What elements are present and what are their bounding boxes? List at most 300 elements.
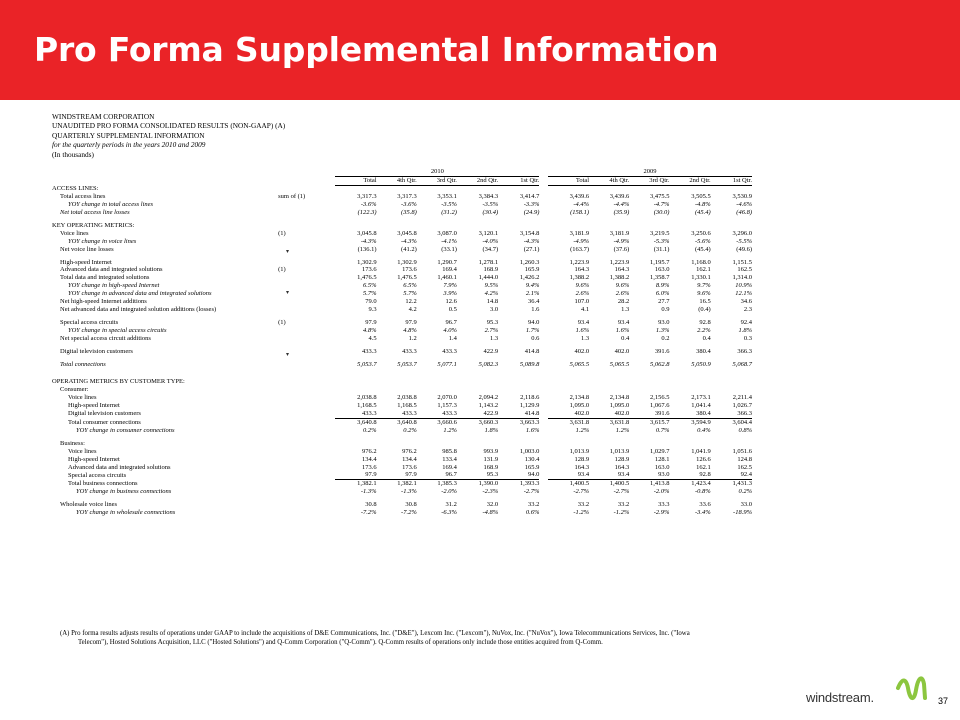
value-cell: 3,045.8 <box>357 229 377 237</box>
year-header: 2010 <box>335 168 539 176</box>
value-cell: -2.0% <box>441 488 457 496</box>
value-cell: 34.6 <box>740 298 752 306</box>
row-note: (1) <box>278 266 286 274</box>
value-cell: 3,475.5 <box>649 193 670 201</box>
value-cell: 3,530.9 <box>732 193 752 201</box>
year-header: 2009 <box>548 168 752 176</box>
value-cell: 93.0 <box>658 318 670 326</box>
value-cell: 1,067.6 <box>649 402 670 410</box>
value-cell: 12.6 <box>445 298 457 306</box>
row-note <box>276 427 335 435</box>
value-cell: 131.9 <box>483 455 499 463</box>
value-cell: 1,302.9 <box>397 258 417 266</box>
value-cell: 2,156.5 <box>649 394 670 402</box>
value-cell: 1.3% <box>655 326 670 334</box>
value-cell: 1,382.1 <box>397 480 417 488</box>
blank-cell <box>539 361 547 369</box>
blank-cell <box>52 168 276 176</box>
value-cell: (163.7) <box>570 245 590 253</box>
value-cell: 9.5% <box>484 282 499 290</box>
value-cell: 28.2 <box>617 298 630 306</box>
value-cell: 12.1% <box>735 290 752 298</box>
value-cell: 164.3 <box>614 463 630 471</box>
row-label: Net high-speed Internet additions <box>60 298 147 306</box>
row-label: Special access circuits <box>60 318 119 326</box>
row-note <box>276 410 335 418</box>
value-cell: 0.9 <box>661 306 670 313</box>
row-note <box>276 402 335 410</box>
row-note <box>276 238 335 246</box>
row-label: OPERATING METRICS BY CUSTOMER TYPE: <box>52 378 185 386</box>
row-label: YOY change in wholesale connections <box>76 509 176 517</box>
blank-cell <box>539 410 547 418</box>
value-cell: -4.6% <box>736 201 752 209</box>
row-note <box>276 456 335 464</box>
blank-cell <box>589 222 629 230</box>
value-cell: -3.3% <box>523 201 540 209</box>
value-cell: 2,118.6 <box>520 394 540 402</box>
value-cell: 6.5% <box>403 282 417 290</box>
table-row <box>52 361 752 369</box>
value-cell: 93.4 <box>617 318 630 326</box>
value-cell: 380.4 <box>696 347 711 355</box>
value-cell: 128.9 <box>614 455 630 463</box>
value-cell: 33.6 <box>699 501 711 509</box>
value-cell: 433.3 <box>335 410 376 418</box>
cursor-mark: ▾ <box>286 249 290 255</box>
value-cell: 391.6 <box>654 347 670 355</box>
value-cell: 2.7% <box>484 326 499 334</box>
value-cell: 134.4 <box>402 455 417 463</box>
value-cell: 10.9% <box>735 282 752 290</box>
value-cell: 433.3 <box>361 347 377 355</box>
value-cell: 3,594.9 <box>691 418 711 426</box>
value-cell: 6.0% <box>655 290 670 298</box>
value-cell: 414.8 <box>524 347 540 355</box>
value-cell: 5,050.9 <box>691 360 711 368</box>
value-cell: 1,431.3 <box>732 480 752 488</box>
value-cell: 1,382.1 <box>357 480 377 488</box>
value-cell: 0.2 <box>661 334 670 342</box>
blank-cell <box>335 386 376 394</box>
value-cell: 6.5% <box>363 282 377 290</box>
value-cell: 168.9 <box>483 266 499 274</box>
value-cell: 2.1% <box>525 290 540 298</box>
value-cell: 1,095.0 <box>609 402 630 410</box>
row-note <box>276 259 335 267</box>
blank-cell <box>457 185 498 193</box>
value-cell: 2.2% <box>697 326 711 334</box>
value-cell: 33.0 <box>740 501 752 509</box>
row-note <box>276 488 335 496</box>
value-cell: 0.7% <box>655 426 670 434</box>
value-cell: 0.4 <box>702 334 711 342</box>
row-label: Net advanced data and integrated solution additions (losses) <box>60 306 217 313</box>
value-cell: -2.7% <box>613 488 630 496</box>
blank-cell <box>377 378 417 386</box>
value-cell: 92.8 <box>699 318 711 326</box>
value-cell: 1.3 <box>580 334 590 342</box>
value-cell: 2.6% <box>615 290 630 298</box>
value-cell: 2,134.8 <box>569 394 590 402</box>
row-label: Special access circuits <box>68 471 127 479</box>
row-note: (1) <box>278 318 286 326</box>
value-cell: 985.8 <box>442 447 457 455</box>
value-cell: 93.4 <box>589 471 629 479</box>
value-cell: 1,393.3 <box>519 480 540 488</box>
value-cell: -1.3% <box>401 488 417 496</box>
value-cell: 169.4 <box>442 463 457 471</box>
value-cell: 402.0 <box>589 410 629 418</box>
blank-cell <box>711 222 752 230</box>
value-cell: -6.3% <box>441 509 457 517</box>
value-cell: 3,631.8 <box>609 418 630 426</box>
value-cell: -5.5% <box>736 237 752 245</box>
value-cell: 1,041.4 <box>691 402 711 410</box>
blank-cell <box>711 386 752 394</box>
column-header: Total <box>335 176 376 185</box>
row-note <box>276 480 335 488</box>
value-cell: -5.3% <box>653 237 670 245</box>
value-cell: 1.2 <box>408 334 417 342</box>
row-label: Total data and integrated solutions <box>60 274 150 282</box>
value-cell: 5,089.8 <box>519 360 540 368</box>
value-cell: 126.6 <box>696 455 711 463</box>
blank-cell <box>539 266 547 274</box>
column-header: 4th Qtr. <box>377 176 417 185</box>
value-cell: 173.6 <box>361 266 377 274</box>
value-cell: 33.2 <box>617 501 630 509</box>
value-cell: 391.6 <box>629 410 669 418</box>
column-header-row <box>52 176 752 185</box>
blank-cell <box>539 319 547 327</box>
value-cell: 1.6% <box>525 426 540 434</box>
table-row <box>52 259 752 267</box>
report-period: for the quarterly periods in the years 2010 and 2009 <box>52 140 206 150</box>
value-cell: 128.9 <box>574 455 590 463</box>
table-row <box>52 185 752 193</box>
value-cell: -2.3% <box>482 488 499 496</box>
value-cell: (122.3) <box>357 209 377 217</box>
blank-cell <box>589 386 629 394</box>
value-cell: 3,250.6 <box>691 229 711 237</box>
value-cell: 1.2% <box>615 426 630 434</box>
blank-cell <box>457 222 498 230</box>
blank-cell <box>548 185 589 193</box>
blank-cell <box>589 440 629 448</box>
value-cell: 976.2 <box>402 447 417 455</box>
value-cell: 97.9 <box>365 318 377 326</box>
value-cell: 0.3 <box>743 334 752 342</box>
value-cell: 5,053.7 <box>397 360 417 368</box>
cursor-mark: ▾ <box>286 352 290 358</box>
blank-cell <box>498 222 539 230</box>
blank-cell <box>539 282 547 290</box>
value-cell: 1,413.8 <box>649 480 670 488</box>
value-cell: 3,631.8 <box>569 418 590 426</box>
logo-wordmark: windstream. <box>806 690 874 705</box>
table-row <box>52 348 752 356</box>
column-header: 1st Qtr. <box>711 176 752 185</box>
value-cell: 97.9 <box>335 471 376 479</box>
blank-cell <box>669 222 710 230</box>
value-cell: 92.4 <box>711 471 752 479</box>
blank-cell <box>539 230 547 238</box>
row-note <box>276 335 335 343</box>
row-note <box>276 306 335 314</box>
row-label: Voice lines <box>68 447 97 455</box>
value-cell: 3,505.5 <box>691 193 711 201</box>
page-number: 37 <box>938 696 949 706</box>
value-cell: 12.2 <box>405 298 417 306</box>
value-cell: -4.8% <box>482 509 499 517</box>
value-cell: 92.8 <box>669 471 710 479</box>
table-row <box>52 427 752 435</box>
value-cell: 33.2 <box>577 501 590 509</box>
value-cell: 3,317.3 <box>397 193 417 201</box>
value-cell: 5,065.5 <box>569 360 590 368</box>
value-cell: 163.0 <box>654 266 670 274</box>
row-label: Net voice line losses <box>60 245 114 253</box>
row-label: Net special access circuit additions <box>60 334 151 342</box>
row-label: Total access lines <box>60 193 106 201</box>
value-cell: (24.9) <box>523 209 540 217</box>
blank-cell <box>539 335 547 343</box>
slide-title: Pro Forma Supplemental Information <box>34 30 719 69</box>
value-cell: -2.7% <box>573 488 590 496</box>
value-cell: 1,051.6 <box>732 447 752 455</box>
column-header: 4th Qtr. <box>589 176 629 185</box>
value-cell: 164.3 <box>574 266 590 274</box>
row-note <box>276 209 335 217</box>
value-cell: 1,151.5 <box>732 258 752 266</box>
row-note <box>276 386 335 394</box>
blank-cell <box>711 440 752 448</box>
blank-cell <box>539 327 547 335</box>
blank-cell <box>335 222 376 230</box>
row-note <box>276 509 335 517</box>
row-label: Total connections <box>60 360 106 368</box>
blank-cell <box>498 386 539 394</box>
value-cell: -3.6% <box>360 201 377 209</box>
table-row <box>52 378 752 386</box>
value-cell: 30.8 <box>365 501 377 509</box>
row-note <box>276 448 335 456</box>
value-cell: 1.6% <box>575 326 590 334</box>
value-cell: 97.9 <box>377 471 417 479</box>
row-label: Advanced data and integrated solutions <box>68 463 171 471</box>
value-cell: 5,068.7 <box>732 360 752 368</box>
value-cell: 1.4 <box>448 334 457 342</box>
value-cell: 95.3 <box>457 471 498 479</box>
table-row <box>52 230 752 238</box>
value-cell: 1,400.5 <box>569 480 590 488</box>
value-cell: 31.2 <box>445 501 457 509</box>
blank-cell <box>539 480 547 488</box>
value-cell: 3,296.0 <box>732 229 752 237</box>
value-cell: 1,013.9 <box>609 447 630 455</box>
value-cell: 1,029.7 <box>649 447 670 455</box>
value-cell: 9.6% <box>697 290 711 298</box>
value-cell: 164.3 <box>614 266 630 274</box>
windstream-swoosh-icon <box>894 670 934 710</box>
footnote-line: Telecom"), Hosted Solutions Acquisition, LLC ("Hosted Solutions") and Q-Comm Corporation ("Q-Comm"). Q-Comm results of operations only include those entities acquired from Q-Comm. <box>78 639 603 647</box>
value-cell: 4.2 <box>408 306 417 313</box>
value-cell: 1,260.3 <box>519 258 540 266</box>
column-header: 1st Qtr. <box>498 176 539 185</box>
value-cell: 9.4% <box>525 282 540 290</box>
table-row <box>52 509 752 517</box>
table-row <box>52 501 752 509</box>
value-cell: 3,640.8 <box>397 418 417 426</box>
blank-cell <box>629 378 669 386</box>
blank-cell <box>548 440 589 448</box>
value-cell: 1,314.0 <box>732 274 752 282</box>
value-cell: 33.3 <box>658 501 670 509</box>
value-cell: 1,290.7 <box>437 258 457 266</box>
blank-cell <box>335 440 376 448</box>
value-cell: 94.0 <box>498 471 539 479</box>
value-cell: 0.2% <box>738 488 752 496</box>
value-cell: 1,223.9 <box>609 258 630 266</box>
value-cell: 1.2% <box>443 426 457 434</box>
row-label: YOY change in business connections <box>76 488 172 496</box>
blank-cell <box>539 201 547 209</box>
blank-cell <box>276 176 335 185</box>
table-row <box>52 298 752 306</box>
value-cell: 14.8 <box>486 298 499 306</box>
value-cell: (27.1) <box>523 245 540 253</box>
report-heading <box>52 112 937 159</box>
value-cell: 128.1 <box>654 455 670 463</box>
row-label: High-speed Internet <box>68 455 120 463</box>
value-cell: 1.6% <box>615 326 630 334</box>
value-cell: 1,390.0 <box>478 480 499 488</box>
value-cell: -7.2% <box>360 509 377 517</box>
blank-cell <box>669 378 710 386</box>
value-cell: 92.4 <box>740 318 752 326</box>
row-label: Voice lines <box>60 229 89 237</box>
value-cell: 993.9 <box>483 447 499 455</box>
value-cell: 0.6 <box>531 334 540 342</box>
value-cell: 36.4 <box>528 298 540 306</box>
value-cell: 30.8 <box>405 501 417 509</box>
blank-cell <box>539 193 547 201</box>
table-row <box>52 402 752 410</box>
value-cell: 5,082.3 <box>478 360 499 368</box>
value-cell: 1,388.2 <box>609 274 630 282</box>
value-cell: -0.8% <box>694 488 711 496</box>
value-cell: 0.2% <box>403 426 417 434</box>
value-cell: 1.2% <box>575 426 590 434</box>
row-label: YOY change in special access circuits <box>68 326 167 334</box>
value-cell: 1,400.5 <box>609 480 630 488</box>
value-cell: -4.9% <box>613 237 630 245</box>
blank-cell <box>539 402 547 410</box>
value-cell: -1.2% <box>613 509 630 517</box>
blank-cell <box>457 386 498 394</box>
value-cell: 3.9% <box>443 290 457 298</box>
footnote-line: (A) Pro forma results adjusts results of operations under GAAP to include the acquisitions of D&E Communications, Inc. ("D&E"), Lexcom Inc. ("Lexcom"), NuVox, Inc. ("NuVox"), Iowa Telecommunications Services, Inc. ("Iowa <box>60 630 690 637</box>
report-section: QUARTERLY SUPPLEMENTAL INFORMATION <box>52 130 205 140</box>
row-label: Digital television customers <box>68 410 141 418</box>
value-cell: 1,223.9 <box>569 258 590 266</box>
value-cell: 9.6% <box>615 282 630 290</box>
value-cell: 130.4 <box>524 455 540 463</box>
value-cell: 5,053.7 <box>357 360 377 368</box>
value-cell: -4.4% <box>613 201 630 209</box>
value-cell: 9.3 <box>368 306 377 313</box>
blank-cell <box>539 298 547 306</box>
value-cell: 2,038.8 <box>357 394 377 402</box>
cursor-mark: ▾ <box>286 290 290 296</box>
value-cell: -4.3% <box>360 237 377 245</box>
value-cell: 1,129.9 <box>519 402 540 410</box>
value-cell: -3.5% <box>441 201 457 209</box>
row-note <box>276 361 335 369</box>
value-cell: 4.5 <box>368 334 377 342</box>
value-cell: 163.0 <box>654 463 670 471</box>
table-row <box>52 282 752 290</box>
value-cell: 1,278.1 <box>478 258 499 266</box>
value-cell: 1,385.3 <box>437 480 457 488</box>
value-cell: 165.9 <box>524 463 540 471</box>
blank-cell <box>539 306 547 314</box>
row-note <box>276 327 335 335</box>
blank-cell <box>548 378 589 386</box>
value-cell: 93.4 <box>577 318 590 326</box>
value-cell: 3,663.3 <box>519 418 540 426</box>
value-cell: -7.2% <box>401 509 417 517</box>
value-cell: 169.4 <box>442 266 457 274</box>
value-cell: 1,157.3 <box>437 402 457 410</box>
row-note <box>276 394 335 402</box>
blank-cell <box>539 209 547 217</box>
value-cell: -2.7% <box>523 488 540 496</box>
value-cell: 96.7 <box>445 318 457 326</box>
blank-cell <box>548 222 589 230</box>
value-cell: 422.9 <box>483 347 499 355</box>
value-cell: 4.8% <box>363 326 377 334</box>
row-note <box>276 464 335 472</box>
value-cell: -3.4% <box>694 509 711 517</box>
row-label: Wholesale voice lines <box>60 501 118 509</box>
value-cell: 1,426.2 <box>519 274 540 282</box>
value-cell: 8.9% <box>655 282 670 290</box>
value-cell: 7.9% <box>443 282 457 290</box>
blank-cell <box>377 222 417 230</box>
blank-cell <box>629 185 669 193</box>
table-row <box>52 290 752 298</box>
blank-cell <box>276 168 335 176</box>
value-cell: 5,065.5 <box>609 360 630 368</box>
value-cell: 96.7 <box>417 471 457 479</box>
value-cell: (0.4) <box>698 306 711 313</box>
value-cell: 173.6 <box>361 463 377 471</box>
table-row <box>52 386 752 394</box>
row-label: YOY change in advanced data and integrated solutions <box>68 290 212 298</box>
blank-cell <box>377 440 417 448</box>
value-cell: 107.0 <box>574 298 590 306</box>
row-label: Voice lines <box>68 394 97 402</box>
row-label: KEY OPERATING METRICS: <box>52 221 135 229</box>
table-row <box>52 238 752 246</box>
blank-cell <box>629 222 669 230</box>
value-cell: 402.0 <box>614 347 630 355</box>
blank-cell <box>539 238 547 246</box>
value-cell: (158.1) <box>570 209 590 217</box>
value-cell: 433.3 <box>377 410 417 418</box>
